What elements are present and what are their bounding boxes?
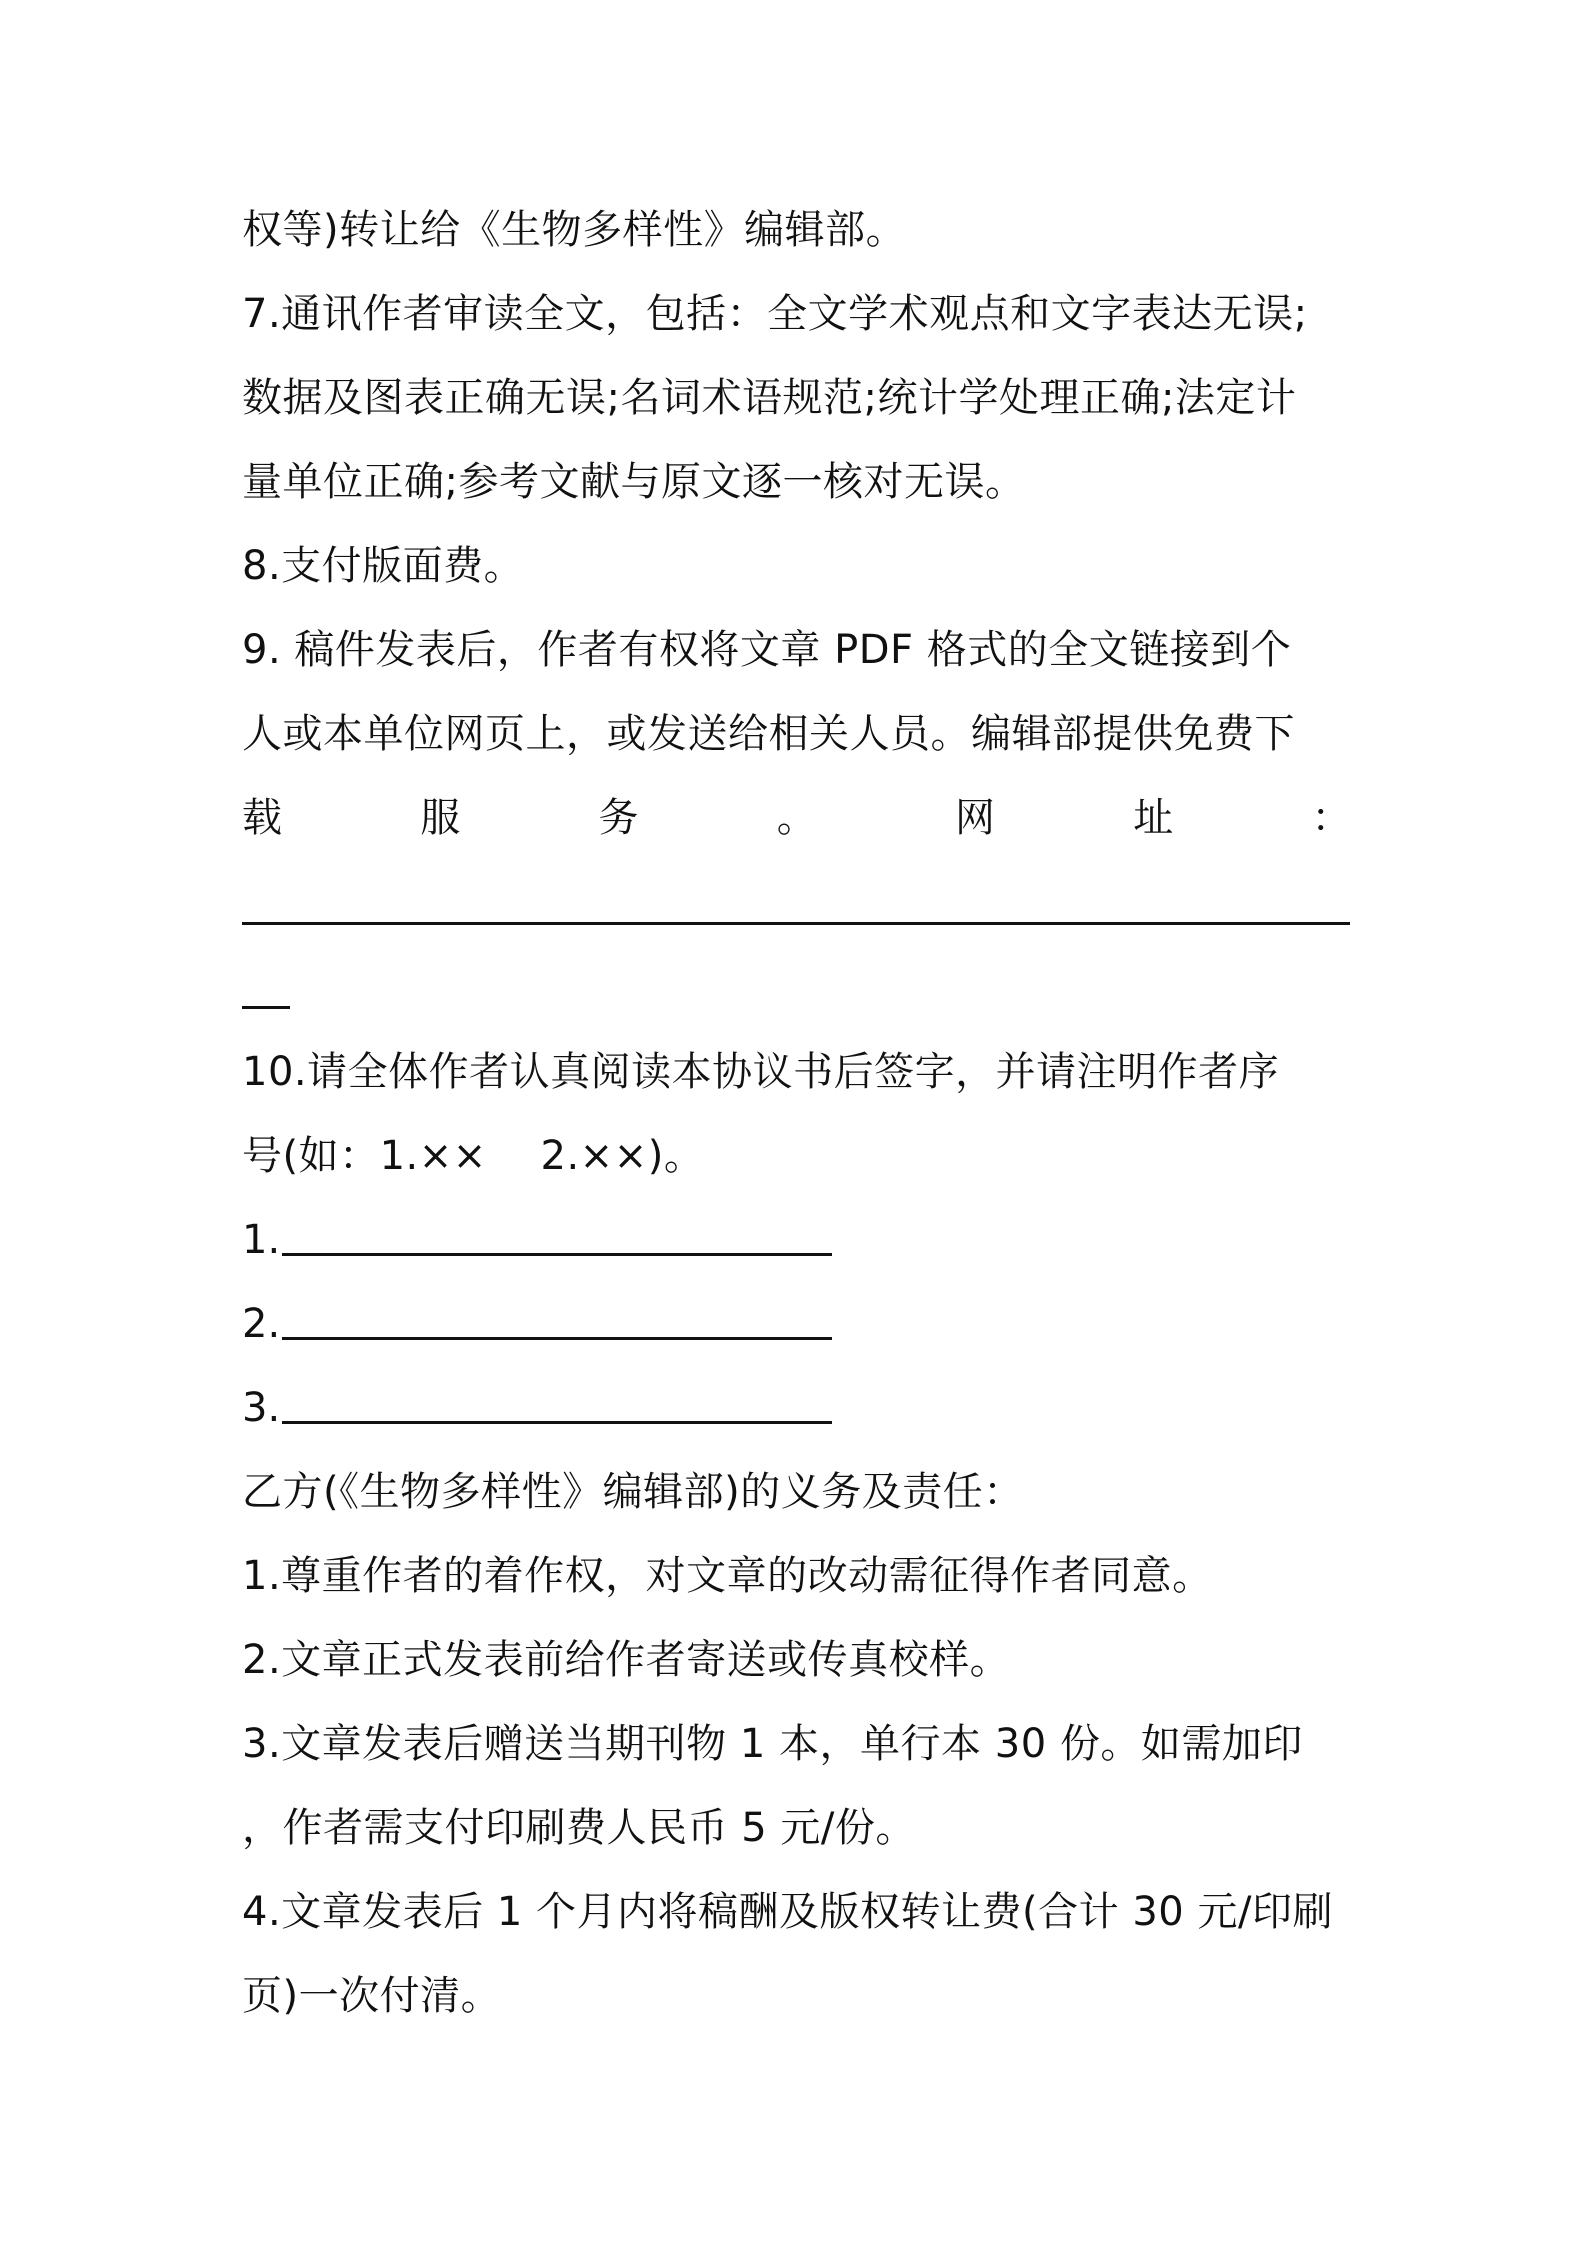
text-line: 号(如：1.×× 2.××)。 — [242, 1133, 705, 1179]
text-line: 4.文章发表后 1 个月内将稿酬及版权转让费(合计 30 元/印刷 — [242, 1889, 1333, 1935]
spread-char: ： — [1311, 795, 1352, 841]
spread-char: 务 — [598, 795, 639, 841]
text-line: 量单位正确;参考文献与原文逐一核对无误。 — [242, 459, 1026, 505]
text-line: 3.文章发表后赠送当期刊物 1 本，单行本 30 份。如需加印 — [242, 1721, 1303, 1767]
signature-number: 1. — [242, 1217, 281, 1263]
text-line: 2.文章正式发表前给作者寄送或传真校样。 — [242, 1637, 1011, 1683]
text-line: 9. 稿件发表后，作者有权将文章 PDF 格式的全文链接到个 — [242, 627, 1292, 673]
spread-char: 网 — [955, 795, 996, 841]
signature-number: 2. — [242, 1301, 281, 1347]
text-line: 人或本单位网页上，或发送给相关人员。编辑部提供免费下 — [242, 711, 1295, 757]
text-line: 8.支付版面费。 — [242, 543, 525, 589]
url-label-line — [242, 788, 1352, 848]
text-line: 数据及图表正确无误;名词术语规范;统计学处理正确;法定计 — [242, 375, 1297, 421]
spread-char: 址 — [1133, 795, 1174, 841]
signature-row — [242, 1294, 832, 1354]
text-line: 7.通讯作者审读全文，包括：全文学术观点和文字表达无误; — [242, 291, 1308, 337]
signature-blank — [282, 1253, 832, 1256]
signature-blank — [282, 1421, 832, 1424]
signature-row — [242, 1210, 832, 1270]
spread-char: 服 — [420, 795, 461, 841]
spread-char: 。 — [776, 795, 818, 841]
text-line: 1.尊重作者的着作权，对文章的改动需征得作者同意。 — [242, 1553, 1213, 1599]
text-line: ，作者需支付印刷费人民币 5 元/份。 — [242, 1805, 916, 1851]
text-line: 页)一次付清。 — [242, 1973, 502, 2019]
section-heading: 乙方(《生物多样性》编辑部)的义务及责任： — [242, 1469, 1024, 1515]
signature-blank — [282, 1337, 832, 1340]
url-blank-line — [242, 922, 1350, 925]
url-blank-line-continued — [242, 1006, 290, 1009]
signature-number: 3. — [242, 1385, 281, 1431]
text-line: 10.请全体作者认真阅读本协议书后签字，并请注明作者序 — [242, 1049, 1280, 1095]
spread-char: 载 — [242, 795, 283, 841]
signature-row — [242, 1378, 832, 1438]
text-line: 权等)转让给《生物多样性》编辑部。 — [242, 207, 907, 253]
